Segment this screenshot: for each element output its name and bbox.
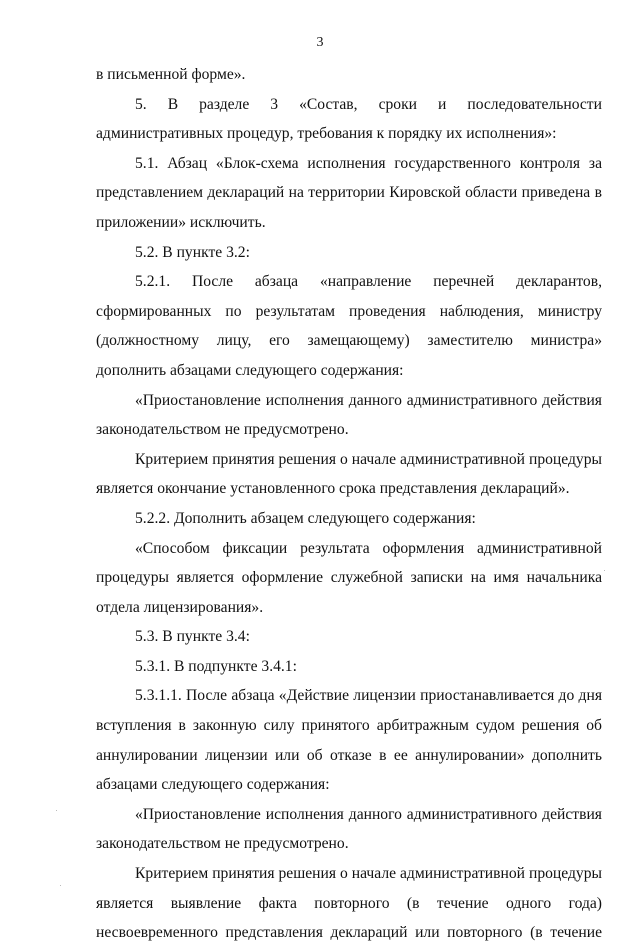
word: и xyxy=(438,95,447,113)
word: «Состав, xyxy=(299,95,358,113)
word: 5. xyxy=(135,95,147,113)
paragraph-5-3-1-1: 5.3.1.1. После абзаца «Действие лицензии приостанавливается до дня вступления в законную силу принятого арбитражным судом решения об аннулировании лицензии или об отказе в ее аннулировании» дополнить абзацами следующего содержания: xyxy=(96,687,602,794)
word: 3 xyxy=(270,95,279,113)
word: сроки xyxy=(378,95,417,113)
paragraph-5-2: 5.2. В пункте 3.2: xyxy=(135,243,250,261)
paragraph-5-2-2: 5.2.2. Дополнить абзацем следующего содержания: xyxy=(135,509,476,527)
paragraph-criterion-2: Критерием принятия решения о начале административной процедуры является выявление факта повторного (в течение одного года) несвоевременного представления деклараций или повторного (в течение xyxy=(96,865,602,942)
scan-speck xyxy=(60,885,61,886)
paragraph-section-5-heading-end: административных процедур, требования к порядку их исполнения»: xyxy=(96,125,557,143)
paragraph-section-5-heading xyxy=(96,90,602,120)
word: последовательности xyxy=(467,95,602,113)
page-number: 3 xyxy=(316,35,324,50)
word: разделе xyxy=(199,95,250,113)
scan-speck xyxy=(56,810,57,811)
paragraph-5-2-1: 5.2.1. После абзаца «направление перечней декларантов, сформированных по результатам проведения наблюдения, министру (должностному лицу, его замещающему) заместителю министра» дополнить абзацами следующего содержания: xyxy=(96,273,602,379)
word: В xyxy=(167,95,179,113)
paragraph-continuation: в письменной форме». xyxy=(96,66,246,83)
paragraph-5-3: 5.3. В пункте 3.4: xyxy=(135,628,250,646)
document-body xyxy=(96,60,602,948)
paragraph-criterion-1: Критерием принятия решения о начале административной процедуры является окончание установленного срока представления деклараций». xyxy=(96,450,602,498)
paragraph-quote-suspension-2: «Приостановление исполнения данного административного действия законодательством не предусмотрено. xyxy=(96,805,602,853)
paragraph-5-1: 5.1. Абзац «Блок-схема исполнения государственного контроля за представлением деклараций на территории Кировской области приведена в приложении» исключить. xyxy=(96,154,602,231)
paragraph-5-3-1: 5.3.1. В подпункте 3.4.1: xyxy=(135,657,297,675)
paragraph-quote-suspension: «Приостановление исполнения данного административного действия законодательством не предусмотрено. xyxy=(96,391,602,439)
scan-speck xyxy=(604,570,605,571)
paragraph-quote-fixation: «Способом фиксации результата оформления административной процедуры является оформление служебной записки на имя начальника отдела лицензирования». xyxy=(96,539,602,616)
